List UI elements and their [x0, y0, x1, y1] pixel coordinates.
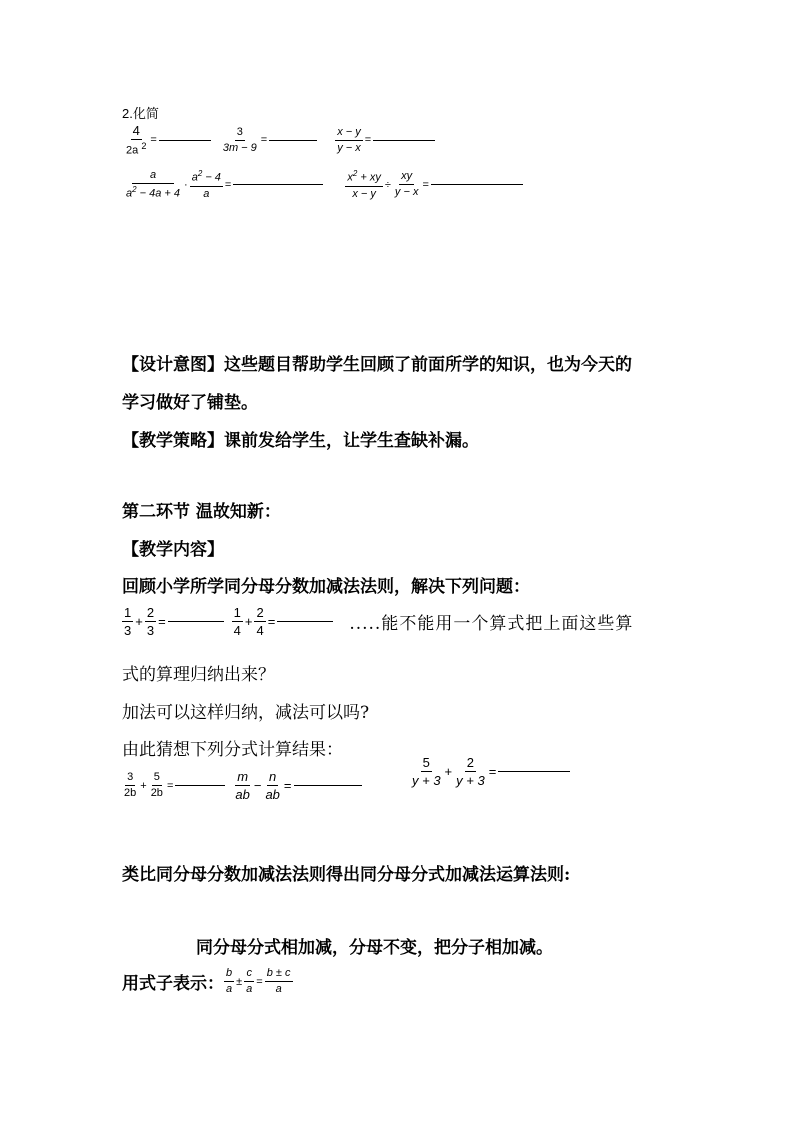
fraction-numerator: 4	[132, 123, 140, 138]
fraction-b-pm-c-a	[265, 968, 293, 995]
fraction-5-2b	[149, 772, 165, 799]
answer-blank[interactable]	[168, 621, 224, 622]
fraction-denominator: 2b	[124, 787, 137, 799]
fraction-numerator: c	[244, 968, 254, 982]
plus-sign: +	[244, 614, 253, 629]
fraction-denominator: 4	[256, 623, 264, 638]
equals-sign: =	[260, 134, 268, 147]
question-text: .....能不能用一个算式把上面这些算	[349, 614, 634, 634]
exponent: 2	[132, 185, 137, 194]
review-rule-line: 回顾小学所学同分母分数加减法法则，解决下列问题：	[122, 577, 530, 597]
fraction-e5b	[393, 171, 421, 198]
exponent: 2	[141, 141, 147, 151]
fraction-m-ab	[233, 770, 251, 801]
answer-blank[interactable]	[175, 785, 225, 786]
fraction-denominator: y + 3	[412, 773, 441, 788]
formula-label: 用式子表示：	[122, 974, 224, 994]
equals-sign: =	[488, 764, 497, 779]
fraction-denominator: 4	[233, 623, 241, 638]
fractions-row	[122, 606, 633, 637]
fraction-numerator: b ± c	[265, 968, 293, 982]
fraction-denominator: a	[226, 983, 233, 995]
fraction-numerator: 5	[152, 772, 162, 786]
fraction-b-a	[224, 968, 234, 995]
fraction-denominator: ab	[235, 787, 250, 802]
fraction-e5a	[345, 170, 383, 200]
guess-row-right	[410, 756, 570, 787]
fraction-denominator: a	[275, 983, 282, 995]
fraction-numerator: xy	[399, 171, 414, 185]
fraction-e4a	[124, 170, 182, 200]
section-2-title: 第二环节 温故知新：	[122, 502, 281, 522]
equals-sign: =	[283, 778, 292, 793]
fraction-numerator: 3	[125, 772, 135, 786]
answer-blank[interactable]	[373, 140, 435, 141]
fraction-numerator: 1	[233, 605, 241, 620]
equals-sign: =	[364, 134, 372, 147]
term: a	[191, 171, 198, 184]
plus-sign: +	[135, 614, 143, 629]
fraction-denominator: 2a	[126, 144, 139, 157]
exponent: 2	[352, 169, 358, 178]
term: − 4	[202, 171, 221, 184]
equals-sign: =	[224, 178, 232, 191]
equals-sign: =	[150, 134, 157, 147]
fraction-denominator: a	[203, 187, 210, 200]
answer-blank[interactable]	[498, 771, 570, 772]
guess-row	[122, 770, 362, 801]
fraction-denominator: 3	[124, 623, 132, 638]
answer-blank[interactable]	[431, 184, 523, 185]
fraction-5-y3	[410, 756, 443, 787]
fraction-numerator: 5	[422, 755, 430, 770]
formula-row	[122, 968, 293, 995]
fraction-numerator: b	[224, 968, 234, 982]
fraction-e1	[124, 124, 148, 157]
divide-sign: ÷	[384, 178, 391, 191]
fraction-e3	[335, 127, 363, 154]
equals-sign: =	[256, 975, 263, 988]
term: + xy	[357, 171, 381, 184]
fraction-denominator: x − y	[352, 187, 376, 200]
teaching-strategy: 【教学策略】课前发给学生，让学生查缺补漏。	[122, 431, 479, 451]
fraction-numerator: m	[237, 769, 249, 784]
rule-statement: 同分母分式相加减，分母不变，把分子相加减。	[196, 938, 553, 958]
teaching-content-heading: 【教学内容】	[122, 540, 224, 560]
fraction-numerator: x − y	[335, 127, 363, 141]
minus-sign: −	[253, 778, 262, 793]
subtraction-question: 加法可以这样归纳，减法可以吗?	[122, 703, 370, 723]
fraction-denominator: 2b	[150, 787, 163, 799]
fraction-2-4	[254, 606, 265, 637]
plus-minus-sign: ±	[236, 975, 243, 988]
fraction-numerator: n	[269, 769, 277, 784]
fraction-numerator: 3	[235, 127, 245, 141]
fraction-numerator: 2	[466, 755, 475, 770]
design-intent-line-1: 【设计意图】这些题目帮助学生回顾了前面所学的知识，也为今天的	[122, 355, 632, 375]
plus-sign: +	[444, 764, 453, 779]
fraction-numerator: 2	[256, 605, 264, 620]
term: x	[347, 171, 353, 184]
plus-sign: +	[140, 779, 147, 792]
answer-blank[interactable]	[233, 184, 323, 185]
term: a	[126, 187, 133, 200]
guess-line: 由此猜想下列分式计算结果：	[122, 740, 343, 760]
fraction-e4b	[190, 170, 223, 200]
fraction-2-y3	[454, 756, 487, 787]
equals-sign: =	[267, 614, 276, 629]
review-row-1	[124, 124, 435, 157]
exponent: 2	[197, 169, 203, 178]
answer-blank[interactable]	[269, 140, 317, 141]
answer-blank[interactable]	[277, 621, 333, 622]
equals-sign: =	[158, 614, 166, 629]
review-row-2	[124, 170, 523, 200]
fraction-e2	[221, 127, 259, 154]
fraction-1-3	[122, 606, 133, 637]
review-label: 2.化简	[122, 106, 159, 121]
equals-sign: =	[422, 178, 429, 191]
question-line-2: 式的算理归纳出来？	[122, 665, 275, 685]
fraction-denominator: ab	[265, 787, 280, 802]
fraction-numerator: 2	[146, 605, 155, 620]
fraction-denominator: y − x	[394, 186, 419, 199]
analogy-line: 类比同分母分数加减法法则得出同分母分式加减法运算法则:	[122, 865, 571, 885]
design-intent-line-2: 学习做好了铺垫。	[122, 393, 258, 413]
fraction-denominator: y + 3	[456, 773, 485, 788]
fraction-denominator: 3	[146, 623, 155, 638]
answer-blank[interactable]	[294, 785, 362, 786]
multiply-dot: ·	[184, 178, 188, 191]
fraction-denominator: y − x	[337, 141, 361, 154]
term: − 4a + 4	[136, 187, 181, 200]
fraction-2-3	[145, 606, 156, 637]
fraction-numerator: 1	[124, 605, 132, 620]
fraction-denominator: a	[246, 983, 253, 995]
fraction-n-ab	[263, 770, 281, 801]
answer-blank[interactable]	[159, 140, 211, 141]
fraction-denominator: 3m − 9	[222, 141, 257, 154]
fraction-c-a	[244, 968, 254, 995]
equals-sign: =	[166, 779, 174, 792]
fraction-1-4	[232, 606, 243, 637]
fraction-numerator: a	[132, 170, 174, 184]
fraction-3-2b	[122, 772, 138, 799]
